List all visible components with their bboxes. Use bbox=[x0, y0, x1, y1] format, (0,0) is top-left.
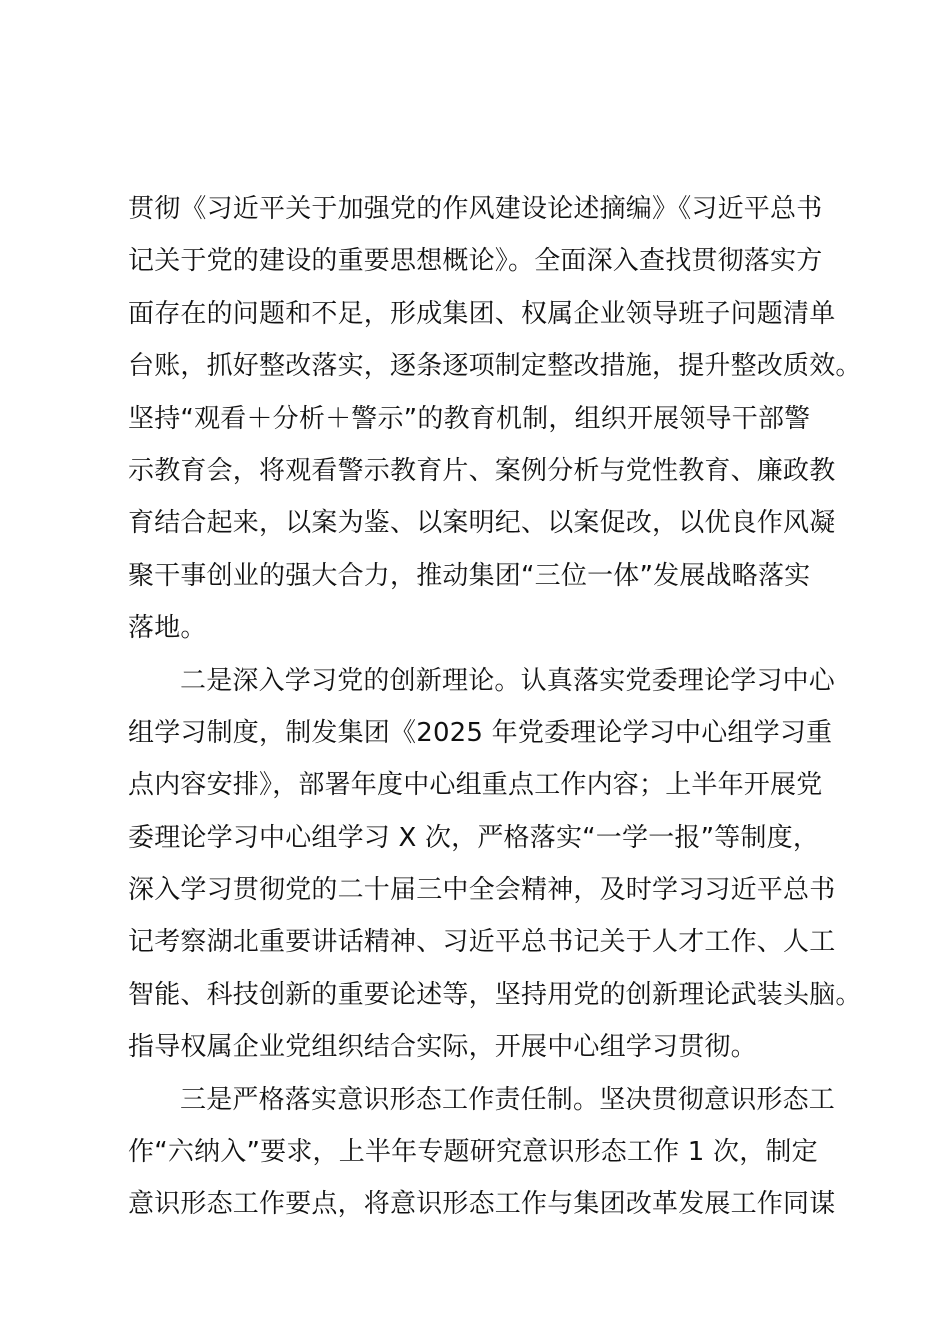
text-line: 点内容安排》，部署年度中心组重点工作内容；上半年开展党 bbox=[128, 770, 823, 801]
text-line: 贯彻《习近平关于加强党的作风建设论述摘编》《习近平总书 bbox=[128, 194, 823, 224]
text-line: 坚持“观看＋分析＋警示”的教育机制，组织开展领导干部警 bbox=[128, 403, 811, 434]
text-line: 面存在的问题和不足，形成集团、权属企业领导班子问题清单 bbox=[128, 298, 836, 329]
text-line: 智能、科技创新的重要论述等，坚持用党的创新理论武装头脑。 bbox=[128, 979, 862, 1010]
text-line: 落地。 bbox=[128, 613, 207, 644]
text-line: 示教育会，将观看警示教育片、案例分析与党性教育、廉政教 bbox=[128, 455, 836, 486]
text-line: 作“六纳入”要求，上半年专题研究意识形态工作 1 次，制定 bbox=[128, 1137, 818, 1168]
document-body bbox=[128, 183, 862, 1231]
paragraph-innovation-theory bbox=[128, 655, 862, 1074]
text-line: 三是严格落实意识形态工作责任制。坚决贯彻意识形态工 bbox=[180, 1084, 836, 1115]
text-line: 记考察湖北重要讲话精神、习近平总书记关于人才工作、人工 bbox=[128, 927, 836, 958]
paragraph-ideology-responsibility bbox=[128, 1074, 836, 1231]
text-line: 聚干事创业的强大合力，推动集团“三位一体”发展战略落实 bbox=[128, 560, 811, 591]
paragraph-work-style bbox=[128, 183, 862, 655]
text-line: 指导权属企业党组织结合实际，开展中心组学习贯彻。 bbox=[128, 1032, 757, 1063]
text-line: 组学习制度，制发集团《2025 年党委理论学习中心组学习重 bbox=[128, 717, 833, 748]
text-line: 记关于党的建设的重要思想概论》。全面深入查找贯彻落实方 bbox=[128, 246, 823, 277]
text-line: 二是深入学习党的创新理论。认真落实党委理论学习中心 bbox=[180, 665, 836, 696]
text-line: 育结合起来，以案为鉴、以案明纪、以案促改，以优良作风凝 bbox=[128, 508, 836, 539]
text-line: 台账，抓好整改落实，逐条逐项制定整改措施，提升整改质效。 bbox=[128, 351, 862, 382]
text-line: 深入学习贯彻党的二十届三中全会精神，及时学习习近平总书 bbox=[128, 875, 836, 906]
text-line: 意识形态工作要点，将意识形态工作与集团改革发展工作同谋 bbox=[128, 1189, 836, 1220]
text-line: 委理论学习中心组学习 X 次，严格落实“一学一报”等制度， bbox=[128, 822, 820, 853]
